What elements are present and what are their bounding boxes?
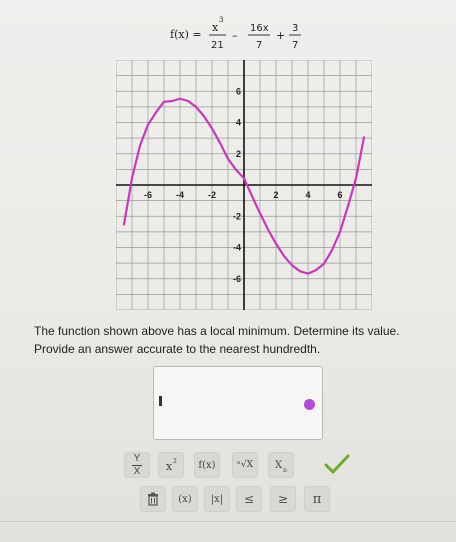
answer-box[interactable] — [153, 366, 323, 440]
subscript-base: X — [275, 460, 283, 471]
axes — [116, 60, 372, 310]
y-tick-label: 6 — [235, 86, 241, 97]
y-tick-label: -6 — [232, 273, 241, 284]
root-button[interactable] — [232, 452, 258, 478]
x-tick-label: 6 — [337, 190, 343, 200]
subscript-icon — [270, 454, 292, 476]
status-dot — [304, 399, 315, 410]
answer-input[interactable] — [166, 387, 290, 417]
root-label: ⁿ√X — [236, 460, 254, 470]
question-line-1: The function shown above has a local minimum. Determine its value. — [34, 324, 400, 338]
function-graph — [116, 60, 372, 310]
formula-operator-minus: – — [232, 29, 238, 42]
function-formula — [168, 8, 328, 58]
trash-icon — [146, 492, 160, 506]
formula-term3-numerator: 3 — [292, 23, 299, 34]
x-tick-label: -4 — [175, 190, 185, 200]
y-tick-label: -2 — [232, 211, 241, 222]
question-prompt — [34, 322, 454, 358]
subscript-button[interactable] — [268, 452, 294, 478]
less-equal-label: ≤ — [243, 492, 255, 506]
greater-equal-label: ≥ — [277, 492, 289, 506]
formula-term2-denominator: 7 — [256, 40, 263, 51]
fraction-denominator: X — [133, 465, 141, 477]
function-label: f(x) — [198, 459, 216, 471]
check-icon — [324, 454, 350, 476]
fraction-numerator: Y — [133, 452, 141, 464]
function-button[interactable] — [194, 452, 220, 478]
y-tick-label: 4 — [235, 117, 241, 128]
formula-operator-plus: + — [276, 29, 286, 42]
formula-term1-denominator: 21 — [211, 40, 224, 51]
delete-button[interactable] — [140, 486, 166, 512]
power-button[interactable] — [158, 452, 184, 478]
question-line-2: Provide an answer accurate to the nearest hundredth. — [34, 342, 321, 356]
formula-term1-exponent: 3 — [219, 16, 224, 24]
power-exponent: 2 — [173, 458, 177, 465]
x-tick-label: -6 — [143, 190, 153, 200]
power-icon — [160, 454, 182, 476]
less-equal-button[interactable] — [236, 486, 262, 512]
pi-label: π — [312, 491, 322, 507]
formula-term3-denominator: 7 — [292, 40, 299, 51]
y-tick-label: 2 — [235, 148, 241, 159]
bottom-divider — [0, 521, 456, 522]
x-tick-label: 4 — [305, 190, 311, 200]
formula-term1-numerator: x — [212, 21, 219, 34]
absolute-value-label: |x| — [210, 493, 224, 505]
pi-button[interactable] — [304, 486, 330, 512]
subscript-index: n — [283, 467, 287, 474]
formula-term2-numerator: 16x — [250, 23, 269, 34]
power-base: x — [166, 460, 173, 473]
submit-check-button[interactable] — [322, 452, 352, 478]
parentheses-label: (x) — [178, 493, 192, 505]
y-tick-label: -4 — [232, 242, 241, 253]
fraction-icon — [132, 454, 142, 477]
fraction-button[interactable] — [124, 452, 150, 478]
text-cursor — [159, 396, 162, 406]
absolute-value-button[interactable] — [204, 486, 230, 512]
parentheses-button[interactable] — [172, 486, 198, 512]
formula-lhs: f(x) = — [170, 28, 202, 41]
x-tick-label: -2 — [207, 190, 217, 200]
x-tick-label: 2 — [273, 190, 279, 200]
greater-equal-button[interactable] — [270, 486, 296, 512]
